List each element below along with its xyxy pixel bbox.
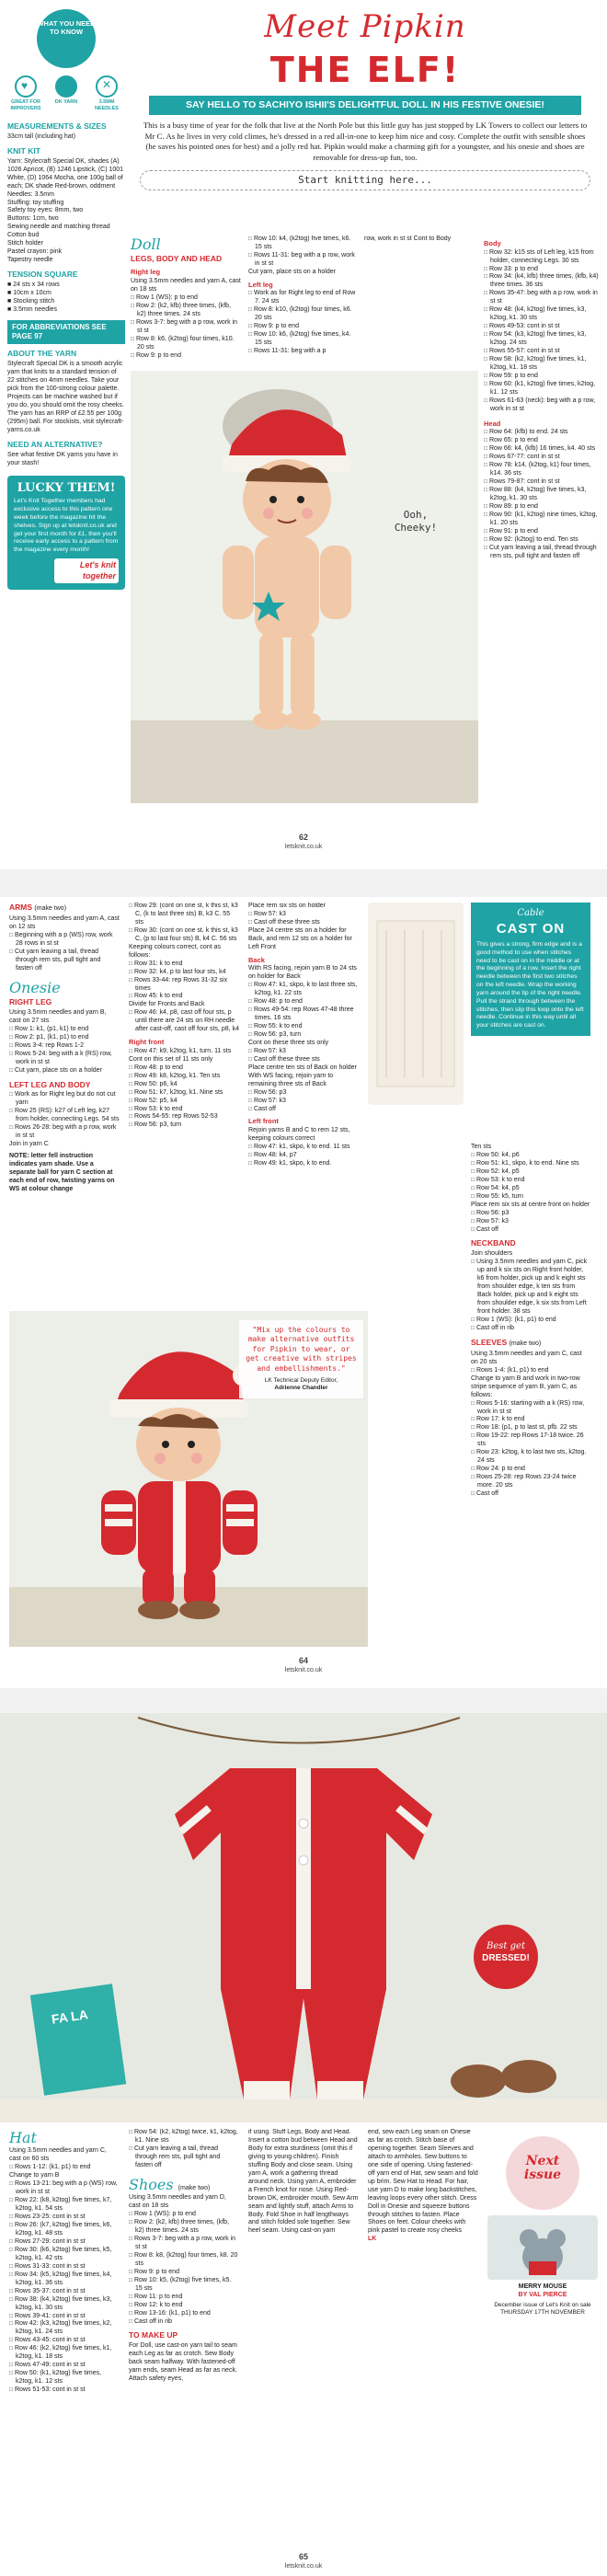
instruction-line: □ Rows 35-47: beg with a p row, work in st st (484, 290, 600, 306)
icon-item (88, 75, 125, 112)
instruction-line: Place rem six sts on holder (248, 903, 326, 909)
instruction-line: □ Row 56: p3, turn (248, 1031, 359, 1040)
instruction-line: □ Rows 49-54: rep Rows 47-48 three times. 16 sts (248, 1006, 359, 1023)
make-up-heading: TO MAKE UP (129, 2330, 178, 2340)
instruction-line: □ Row 49: k1, skpo, k to end. (248, 1160, 359, 1168)
instruction-line: □ Rows 35-37: cont in st st (9, 2288, 120, 2296)
instruction-line: □ Cut yarn, place sts on a holder (9, 1067, 120, 1075)
instruction-line: □ Rows 43-45: cont in st st (9, 2337, 120, 2345)
instruction-line: □ Rows 11-31: beg with a p (248, 348, 357, 356)
kit-item: Sewing needle and matching thread (7, 224, 110, 231)
intro-text: This is a busy time of year for the folk that live at the North Pole but this little guy has just stopped by LK Towers to collect our letters to Mr C. As he lives in very cold climes, he's dressed in a red all-in-one to keep him nice and cosy. Complete the outfit with sensible shoes (he saves his pointed ones for best) and a jolly red hat. Pipkin would make a charming gift for a youngster, and his onesie and shoes are removable for dress-up fun, too. (143, 121, 588, 162)
make-up-text: end, sew each Leg seam on Onesie as far as crotch. Stitch base of opening together. Seam Sleeves and attach to armholes. Sew buttons to one side of opening. Using fastened-off yarn end of Hat, sew seam and fold up brim. Sew Hat to Head. For hair, use yarn D to make long backstitches, leaving loops every other stitch. Dress Doll in Onesie and squeeze buttons through stitches to fasten. Place Shoes on feet. Colour cheeks with pink pastel to create rosy cheeks (368, 2129, 478, 2235)
instruction-line: □ Cut yarn leaving a tail, thread through rem sts, pull tight and fasten off (129, 2145, 239, 2170)
instruction-line: □ Using 3.5mm needles and yarn C, pick up and k six sts on Right front holder, k6 from holder, pick up and k eight sts from shoulder edge, k ten sts from Back holder, pick up and k eight sts from shoulder edge, k six sts from Left front holder. 38 sts (471, 1259, 590, 1317)
instruction-line: □ Row 50: p6, k4 (129, 1081, 239, 1089)
instruction-line: □ Rows 23-25: cont in st st (9, 2214, 120, 2222)
cable-cast-on-box (471, 903, 590, 1036)
onesie-heading: Onesie (9, 978, 61, 996)
instruction-line: □ Rows 3-7: beg with a p row, work in st st (131, 319, 241, 336)
instruction-line: row, work in st st Cont to Body (364, 236, 452, 242)
instruction-line: □ Rows 5-16: starting with a k (RS) row, work in st st (471, 1400, 590, 1417)
instruction-line: □ Row 89: p to end (484, 503, 600, 512)
quote-name: Adrienne Chandler (274, 1385, 328, 1392)
doll-col-1 (131, 236, 241, 364)
best-get-dressed-badge: Best get DRESSED! (474, 1925, 538, 1989)
doll-illustration (131, 371, 478, 803)
instruction-line: □ Rows 3-7: beg with a p row, work in st st (129, 2236, 239, 2252)
instruction-line: Using 3.5mm needles and yarn C, cast on 60 sts (9, 2147, 107, 2163)
instruction-line: □ Beginning with a p (WS) row, work 28 rows in st st (9, 932, 120, 949)
p65-col-3 (248, 2129, 359, 2561)
instruction-line: □ Row 50: (k1, k2tog) five times, k2tog, k1. 12 sts (9, 2370, 120, 2386)
instruction-line: Keeping colours correct, cont as follows: (129, 943, 221, 959)
body-heading: Body (484, 239, 501, 247)
sidebar (7, 6, 125, 861)
next-issue-date: December issue of Let's Knit on sale THURSDAY 17TH NOVEMBER (494, 2301, 591, 2317)
instruction-line: □ Rows 61-63 (neck): beg with a p row, work in st st (484, 397, 600, 414)
icon-label: GREAT FOR IMPROVERS (10, 99, 41, 112)
measurements-text: 33cm tall (including hat) (7, 132, 75, 140)
instruction-line: □ Row 13-16: (k1, p1) to end (129, 2310, 239, 2318)
abbreviations-link[interactable]: FOR ABBREVIATIONS SEE PAGE 97 (7, 320, 125, 344)
instruction-line: □ Row 24: p to end (471, 1466, 590, 1474)
instruction-line: □ Row 47: k9, k2tog, k1, turn. 11 sts (129, 1048, 239, 1056)
instruction-line: Cut yarn, place sts on a holder (248, 268, 336, 275)
instruction-line: □ Row 9: p to end (248, 323, 357, 331)
lets-knit-together-logo: Let's knit together (54, 558, 119, 583)
instruction-line: □ Row 92: (k2tog) to end. Ten sts (484, 536, 600, 545)
instruction-line: □ Row 42: (k3, k2tog) five times, k2, k2tog, k1. 24 sts (9, 2320, 120, 2337)
instruction-line: □ Rows 1-4: (k1, p1) to end (471, 1367, 590, 1375)
make-up-text: if using. Stuff Legs, Body and Head. Insert a cotton bud between Head and Body for extra sturdiness (omit this if giving to young children). Finish stuffing Body and close seam. Using yarn A, work a gathering thread around neck. Using yarn A, embroider a French knot for nose. Using Red-brown DK, embroider mouth. Sew Arm seam and lightly stuff, attach Arms to Body. Fold Shoe in half lengthways and stitch folded sole together. Sew heel seam. Using cast-on yarn (248, 2129, 359, 2235)
instruction-line: Using 3.5mm needles and yarn B, cast on 27 sts (9, 1008, 107, 1024)
colour-note: NOTE: letter fell instruction indicates yarn shade. Use a separate ball for yarn C section at each end of row, twisting yarns on WS at colour change (9, 1153, 115, 1192)
instruction-line: □ Row 88: (k4, k2tog) five times, k3, k2tog, k1. 30 sts (484, 487, 600, 503)
doll-subheading: LEGS, BODY AND HEAD (131, 254, 223, 264)
instruction-line: □ Rows 67-77: cont in st st (484, 454, 600, 462)
instruction-line: □ Rows 33-44: rep Rows 31-32 six times (129, 977, 239, 994)
next-issue-title: issue (523, 2167, 562, 2182)
alternative-text: See what festive DK yarns you have in your stash! (7, 451, 118, 466)
next-issue-box (487, 2136, 598, 2320)
instruction-line: □ Row 30: (k6, k2tog) five times, k5, k2tog, k1. 42 sts (9, 2247, 120, 2263)
instruction-line: Cont on these three sts only (248, 1039, 329, 1046)
instruction-line: □ Row 17: k to end (471, 1416, 590, 1424)
p64-col-1 (9, 903, 120, 1307)
cable-swatch-illustration (368, 903, 464, 1105)
instruction-line: □ Row 53: k to end (129, 1106, 239, 1114)
page-65 (0, 1713, 607, 2576)
left-leg-body-heading: LEFT LEG AND BODY (9, 1079, 91, 1089)
instruction-line: □ Row 55: k to end (248, 1023, 359, 1031)
about-yarn-text: Stylecraft Special DK is a smooth acrylic yarn that knits to a standard tension of 22 stitches on 4mm needles. Take your pick from the 100-strong colour palette. Projects can be machine washed but if you do, you should omit the rosy cheeks. The yarn has an RRP of £2.55 per 100g (295m) ball. For stockists, visit stylecraft-yarns.co.uk (7, 361, 124, 433)
instruction-line: □ Row 90: (k1, k2tog) nine times, k2tog, k1. 20 sts (484, 512, 600, 528)
p64-col-4-top (368, 903, 464, 1105)
instruction-line: Divide for Fronts and Back (129, 1001, 205, 1008)
right-leg-heading: Right leg (131, 268, 161, 277)
dk-yarn-icon (55, 75, 77, 98)
left-front-heading: Left front (248, 1117, 279, 1126)
tension-item: ■ 3.5mm needles (7, 305, 58, 313)
instruction-line: □ Row 38: (k4, k2tog) five times, k3, k2tog, k1. 30 sts (9, 2296, 120, 2313)
p64-col-2 (129, 903, 239, 1307)
about-yarn-heading: ABOUT THE YARN (7, 349, 77, 359)
kit-item: Stitch holder (7, 240, 43, 247)
instruction-line: □ Rows 5-24: beg with a k (RS) row, work in st st (9, 1051, 120, 1067)
shoes-heading: Shoes (make two) (129, 2175, 211, 2193)
instruction-line: Place 24 centre sts on a holder for Back, and rem 12 sts on a holder for Left Front (248, 926, 352, 950)
instruction-line: □ Row 57: k3 (248, 1098, 359, 1106)
page-number: 62 letsknit.co.uk (284, 833, 323, 850)
icon-item (48, 75, 85, 112)
instruction-line: □ Row 9: p to end (129, 2269, 239, 2277)
instruction-line: □ Row 51: k1, skpo, k to end. Nine sts (471, 1160, 590, 1168)
title-elf: THE ELF! (269, 49, 461, 90)
arms-heading: ARMS (make two) (9, 903, 67, 912)
head-heading: Head (484, 419, 501, 428)
page-gap (0, 1688, 607, 1713)
instruction-line: □ Cast off (471, 1490, 590, 1499)
instruction-line: □ Row 45: k to end (129, 993, 239, 1001)
tension-list (7, 282, 125, 315)
lucky-title: LUCKY THEM! (17, 480, 116, 495)
mouse-illustration (487, 2215, 598, 2280)
onesie-right-leg-heading: RIGHT LEG (9, 997, 52, 1007)
measurements-heading: MEASUREMENTS & SIZES (7, 121, 107, 132)
instruction-line: □ Rows 13-21: beg with a p (WS) row, work in st st (9, 2180, 120, 2197)
instruction-line: □ Row 2: p1, (k1, p1) to end (9, 1034, 120, 1042)
instruction-line: □ Row 1: k1, (p1, k1) to end (9, 1026, 120, 1034)
instruction-line: □ Rows 55-57: cont in st st (484, 348, 600, 356)
instruction-line: □ Row 60: (k1, k2tog) five times, k2tog, k1. 12 sts (484, 381, 600, 397)
instruction-line: □ Row 10: k5, (k2tog) five times, k5. 15 sts (129, 2277, 239, 2294)
instruction-line: □ Rows 3-4: rep Rows 1-2 (9, 1042, 120, 1051)
instruction-line: □ Row 57: k3 (471, 1218, 590, 1226)
swatch-photo (368, 903, 464, 1105)
kit-item: Safety toy eyes: 8mm, two (7, 207, 84, 214)
instruction-line: □ Row 25 (RS): k27 of Left leg, k27 from holder, connecting Legs. 54 sts (9, 1108, 120, 1124)
instruction-line: □ Rows 47-49: cont in st st (9, 2362, 120, 2370)
instruction-line: Place centre ten sts of Back on holder (248, 1064, 357, 1071)
instruction-line: □ Row 66: k4, (kfb) 16 times, k4. 40 sts (484, 445, 600, 454)
instruction-line: □ Cast off these three sts (248, 1056, 359, 1064)
instruction-line: Ten sts (471, 1144, 492, 1150)
p65-col-4 (368, 2129, 478, 2561)
instruction-line: □ Row 56: p3 (248, 1089, 359, 1098)
kit-item: Pastel crayon: pink (7, 248, 63, 256)
p64-col-3 (248, 903, 359, 1307)
instruction-line: □ Rows 39-41: cont in st st (9, 2313, 120, 2321)
elf-onesie-photo (9, 1311, 368, 1647)
instruction-line: □ Cast off these three sts (248, 919, 359, 927)
instruction-line: □ Row 22: (k8, k2tog) five times, k7, k2tog, k1. 54 sts (9, 2197, 120, 2214)
tension-item: ■ 24 sts x 34 rows (7, 282, 60, 289)
instruction-line: □ Rows 49-53: cont in st st (484, 323, 600, 331)
instruction-line: □ Row 11: p to end (129, 2294, 239, 2302)
main-content (131, 7, 600, 863)
instruction-line: □ Row 64: (kfb) to end. 24 sts (484, 429, 600, 437)
doll-photo (131, 371, 478, 803)
instruction-line: □ Rows 1-12: (k1, p1) to end (9, 2164, 120, 2172)
instruction-line: □ Row 8: k8, (k2tog) four times, k8. 20 sts (129, 2252, 239, 2269)
cable-title-main: CAST ON (496, 920, 566, 937)
next-issue-title: Next (525, 2154, 560, 2168)
instruction-line: Using 3.5mm needles and yarn C, cast on 20 sts (471, 1350, 582, 1365)
next-issue-badge (506, 2136, 579, 2210)
instruction-line: With WS facing, rejoin yarn to remaining three sts of Back (248, 1072, 334, 1087)
p64-col-4 (368, 903, 598, 1675)
right-front-heading: Right front (129, 1038, 165, 1047)
onesie-photo (0, 1713, 607, 2122)
photo-caption: Ooh, Cheeky! (394, 509, 438, 535)
next-issue-author: BY VAL PIERCE (518, 2291, 567, 2298)
lucky-them-box (7, 476, 125, 590)
instruction-line: □ Row 31: k to end (129, 960, 239, 969)
instruction-line: □ Row 48: k4, p7 (248, 1152, 359, 1160)
instruction-line: Cont on this set of 11 sts only (129, 1055, 213, 1063)
instruction-line: □ Row 52: p5, k4 (129, 1098, 239, 1106)
cable-text: This gives a strong, firm edge and is a good method to use when stitches need to be cast on in the middle or at the beginning of a row. Insert the right needle between the first two stitches on the left needle. Wrap the working yarn around the tip of the right needle. Pull the strand through between the stitches, then slip this loop onto the left needle. Continue in this way until all your stitches are cast on. (476, 940, 584, 1029)
instruction-line: □ Row 48: (k4, k2tog) five times, k3, k2tog, k1. 30 sts (484, 306, 600, 323)
lk-signoff: LK (368, 2236, 377, 2243)
instruction-line: □ Cast off in rib (129, 2318, 239, 2327)
instruction-line: □ Rows 25-28: rep Rows 23-24 twice more. 20 sts (471, 1474, 590, 1490)
instruction-line: □ Row 10: k4, (k2tog) five times, k6. 15 sts (248, 236, 357, 252)
instruction-line: Join shoulders (471, 1250, 513, 1258)
neckband-heading: NECKBAND (471, 1238, 516, 1248)
instruction-line: □ Row 34: (k5, k2tog) five times, k4, k2tog, k1. 36 sts (9, 2271, 120, 2288)
body-head-col (484, 236, 600, 852)
instruction-line: □ Rows 11-31: beg with a p row, work in st st (248, 252, 357, 269)
instruction-line: □ Row 56: p3, turn (129, 1121, 239, 1130)
instruction-line: □ Row 9: p to end (131, 352, 241, 361)
kit-heading: KNIT KIT (7, 145, 40, 155)
tension-item: ■ Stocking stitch (7, 297, 55, 305)
title-meet: Meet Pipkin (264, 8, 466, 45)
instruction-line: □ Row 34: (k4, kfb) three times, (kfb, k4) three times. 36 sts (484, 273, 600, 290)
tension-heading: TENSION SQUARE (7, 270, 78, 280)
instruction-line: □ Row 48: p to end (248, 998, 359, 1006)
instruction-line: □ Row 10: k6, (k2tog) five times, k4. 15 sts (248, 331, 357, 348)
kit-item: Tapestry needle (7, 257, 53, 264)
page-gap (0, 869, 607, 897)
instruction-line: □ Row 52: k4, p5 (471, 1168, 590, 1177)
instruction-line: □ Work as for Right leg to end of Row 7. 24 sts (248, 290, 357, 306)
back-heading: Back (248, 955, 265, 964)
instruction-line: □ Row 47: k1, skpo, k to last three sts, k2tog, k1. 22 sts (248, 982, 359, 998)
instruction-line: □ Cast off (471, 1226, 590, 1235)
instruction-line: □ Row 59: p to end (484, 373, 600, 381)
instruction-line: □ Row 57: k3 (248, 1048, 359, 1056)
instruction-line: □ Cut yarn leaving a tail, thread through rem sts, pull tight and fasten off (484, 545, 600, 561)
start-knitting-banner: Start knitting here... (140, 170, 590, 190)
instruction-line: □ Row 56: p3 (471, 1210, 590, 1218)
instruction-line: □ Row 53: k to end (471, 1177, 590, 1185)
kit-item: Cotton bud (7, 232, 40, 239)
instruction-line: Change to yarn B (9, 2172, 60, 2179)
what-you-need-badge: WHAT YOU NEED TO KNOW (37, 9, 96, 68)
instruction-line: □ Cast off in rib (471, 1325, 590, 1333)
instruction-line: □ Row 29: (cont on one st, k this st, k3 C, (k to last three sts) B, k3 C. 55 sts (129, 903, 239, 927)
instruction-line: □ Row 47: k1, skpo, k to end. 11 sts (248, 1144, 359, 1152)
instruction-line: □ Row 8: k6, (k2tog) four times, k10. 20 sts (131, 336, 241, 352)
sleeves-heading: SLEEVES (make two) (471, 1337, 542, 1347)
icon-label: 3.5MM NEEDLES (95, 99, 119, 112)
instruction-line: □ Row 91: p to end (484, 528, 600, 536)
doll-col-3 (364, 236, 475, 364)
kit-list (7, 158, 125, 265)
instruction-line: □ Row 54: (k2, k2tog) twice, k1, k2tog, k1. Nine sts (129, 2129, 239, 2145)
p65-col-2 (129, 2129, 239, 2561)
kit-item: Yarn: Stylecraft Special DK, shades (A) 1026 Apricot, (B) 1246 Lipstick, (C) 1001 White, (D) 1064 Mocha, one 100g ball of each; DK shade Red-brown, oddment (7, 157, 124, 190)
merry-mouse-photo (487, 2215, 598, 2280)
instruction-line: □ Cast off (248, 1106, 359, 1114)
instruction-line: □ Row 78: k14, (k2tog, k1) four times, k14. 36 sts (484, 462, 600, 478)
cable-title: Cable (517, 908, 544, 918)
instruction-line: Using 3.5mm needles and yarn A, cast on 12 sts (9, 914, 120, 930)
instruction-line: □ Row 18: (p1, p to last st, pfb. 22 sts (471, 1424, 590, 1432)
onesie-illustration (0, 1713, 607, 2122)
page-number: 65 letsknit.co.uk (284, 2552, 323, 2570)
designer-quote (239, 1320, 363, 1398)
instruction-line: □ Rows 31-33: cont in st st (9, 2263, 120, 2271)
instruction-line: □ Rows 54-55: rep Rows 52-53 (129, 1113, 239, 1121)
instruction-line: Join in yarn C (9, 1141, 49, 1148)
instruction-line: □ Row 50: k4, p6 (471, 1152, 590, 1160)
instruction-line: □ Rows 79-87: cont in st st (484, 478, 600, 487)
instruction-line: □ Row 33: p to end (484, 266, 600, 274)
make-up-text: For Doll, use cast-on yarn tail to seam each Leg as far as crotch. Sew Body back seam halfway. With fastened-off yarn ends, seam Head as far as neck. Attach safety eyes, (129, 2342, 237, 2383)
fa-la-text: FA LA (50, 2007, 89, 2027)
alternative-heading: NEED AN ALTERNATIVE? (7, 439, 103, 449)
instruction-line: Using 3.5mm needles and yarn A, cast on 18 sts (131, 277, 241, 293)
instruction-line: □ Row 32: k4, p to last four sts, k4 (129, 969, 239, 977)
instruction-line: □ Row 32: k15 sts of Left leg, k15 from holder, connecting Legs. 30 sts (484, 249, 600, 266)
tension-item: ■ 10cm x 10cm (7, 289, 52, 296)
instruction-line: Place rem six sts at centre front on holder (471, 1201, 590, 1208)
instruction-line: □ Row 2: (k2, kfb) three times, (kfb, k2) three times. 24 sts (131, 303, 241, 319)
kit-item: Buttons: 1cm, two (7, 215, 59, 223)
instruction-line: □ Row 46: (k2, k2tog) five times, k1, k2tog, k1. 18 sts (9, 2345, 120, 2362)
instruction-line: □ Row 1 (WS): (k1, p1) to end (471, 1317, 590, 1325)
page-62 (0, 0, 607, 869)
kit-item: Needles: 3.5mm (7, 190, 54, 198)
instruction-line: □ Row 57: k3 (248, 911, 359, 919)
doll-col-2 (248, 236, 357, 364)
instruction-line: □ Row 1 (WS): p to end (131, 294, 241, 303)
instruction-line: □ Row 55: k5, turn (471, 1193, 590, 1202)
instruction-line: □ Cut yarn leaving a tail, thread through rem sts, pull tight and fasten off (9, 949, 120, 973)
instruction-line: □ Row 1 (WS): p to end (129, 2211, 239, 2219)
subtitle-banner: SAY HELLO TO SACHIYO ISHII'S DELIGHTFUL DOLL IN HIS FESTIVE ONESIE! (149, 96, 581, 115)
doll-heading: Doll (131, 236, 161, 253)
instruction-line: Change to yarn B and work in two-row stripe sequence of yarn B, yarn C, as follows: (471, 1374, 580, 1398)
p64-col-4-lower (471, 1144, 590, 1499)
instruction-line: □ Row 12: k to end (129, 2302, 239, 2310)
icon-item (7, 75, 44, 112)
page-64 (0, 897, 607, 1688)
instruction-line: Using 3.5mm needles and yarn D, cast on 18 sts (129, 2194, 226, 2210)
next-issue-item: MERRY MOUSE (518, 2283, 567, 2290)
left-leg-heading: Left leg (248, 280, 273, 289)
instruction-line: □ Row 54: (k3, k2tog) five times, k3, k2tog. 24 sts (484, 331, 600, 348)
instruction-line: □ Row 30: (cont on one st, k this st, k3 C, (p to last four sts) B, k4 C. 56 sts (129, 927, 239, 944)
instruction-line: □ Row 19-22: rep Rows 17-18 twice. 26 sts (471, 1432, 590, 1449)
instruction-line: □ Row 8: k10, (k2tog) four times, k6. 20 sts (248, 306, 357, 323)
instruction-line: □ Row 23: k2tog, k to last two sts, k2tog. 24 sts (471, 1449, 590, 1466)
instruction-line: □ Row 51: k7, k2tog, k1. Nine sts (129, 1089, 239, 1098)
instruction-line: □ Row 54: k4, p5 (471, 1185, 590, 1193)
lucky-text: Let's Knit Together members had exclusive access to this pattern one week before the magazine hit the shelves. Sign up at letsknit.co.uk and get your first month for £1, then you'll receive early access to a pattern from the magazine every month! (14, 498, 119, 554)
hat-heading: Hat (9, 2129, 37, 2146)
instruction-line: □ Work as for Right leg but do not cut yarn (9, 1091, 120, 1108)
quote-attribution: LK Technical Deputy Editor, (264, 1376, 338, 1384)
instruction-line: □ Row 26: (k7, k2tog) five times, k6, k2tog, k1. 48 sts (9, 2222, 120, 2238)
instruction-line: □ Row 58: (k2, k2tog) five times, k1, k2tog, k1. 18 sts (484, 356, 600, 373)
instruction-line: Rejoin yarns B and C to rem 12 sts, keeping colours correct (248, 1127, 350, 1143)
icon-label: DK YARN (54, 99, 78, 105)
instruction-line: □ Row 2: (k2, kfb) three times, (kfb, k2) three times. 24 sts (129, 2219, 239, 2236)
p65-col-1 (9, 2129, 120, 2561)
heart-icon: ♥ (15, 75, 37, 98)
kit-item: Stuffing: toy stuffing (7, 199, 64, 206)
instruction-line: □ Row 49: k8, k2tog, k1. Ten sts (129, 1073, 239, 1081)
quote-text: "Mix up the colours to make alternative outfits for Pipkin to wear, or get creative with stripes and embellishments." (246, 1326, 357, 1373)
needles-icon: ✕ (96, 75, 118, 98)
instruction-line: □ Row 46: k4, p8, cast off four sts, p until there are 24 sts on RH needle after cast-off, cast off four sts, p8, k4 (129, 1009, 239, 1034)
instruction-line: □ Rows 26-28: beg with a p row, work in st st (9, 1124, 120, 1141)
page-number: 64 letsknit.co.uk (284, 1656, 323, 1673)
instruction-line: □ Row 65: p to end (484, 437, 600, 445)
instruction-line: □ Rows 51-53: cont in st st (9, 2386, 120, 2395)
instruction-line: □ Row 48: p to end (129, 1064, 239, 1073)
instruction-line: □ Rows 27-29: cont in st st (9, 2238, 120, 2247)
instruction-line: With RS facing, rejoin yarn B to 24 sts on holder for Back (248, 965, 357, 981)
